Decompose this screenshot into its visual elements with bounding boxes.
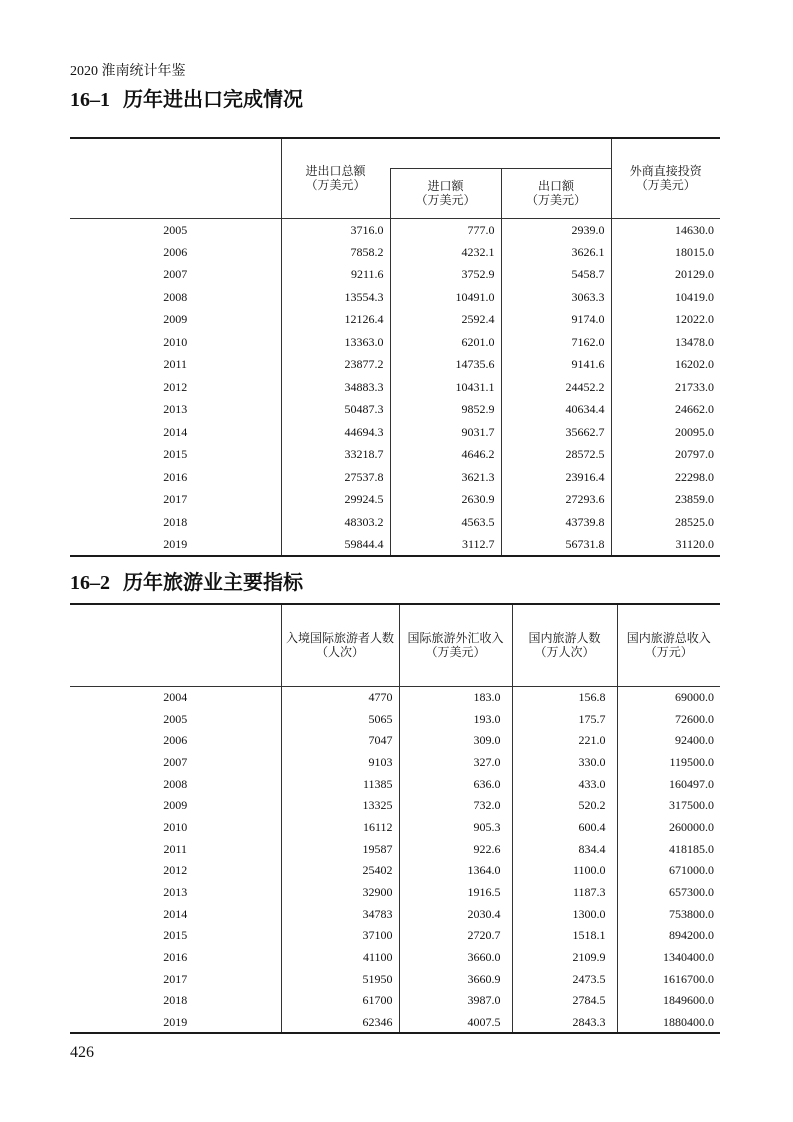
cell-year: 2008 — [163, 289, 188, 304]
table2-title: 历年旅游业主要指标 — [123, 572, 303, 594]
table-row — [70, 466, 720, 489]
table-row — [70, 533, 720, 556]
running-head: 2020 淮南统计年鉴 — [70, 64, 186, 79]
header-unit: （人次） — [315, 645, 364, 660]
cell-year: 2005 — [163, 222, 188, 237]
cell-forex-income: 922.6 — [399, 838, 512, 860]
table-row — [70, 488, 720, 511]
cell-total: 13554.3 — [281, 286, 390, 309]
cell-export: 27293.6 — [501, 488, 611, 511]
cell-domestic-income: 160497.0 — [617, 773, 720, 795]
table-header — [70, 138, 720, 218]
cell-domestic-visitors: 1187.3 — [512, 881, 617, 903]
header-label: 入境国际旅游者人数 — [285, 631, 394, 646]
cell-year: 2012 — [163, 379, 188, 394]
cell-forex-income: 732.0 — [399, 794, 512, 816]
cell-year: 2018 — [163, 514, 188, 529]
column-header-import — [390, 168, 501, 218]
table-row — [70, 263, 720, 286]
table1-heading — [70, 88, 303, 112]
table-row — [70, 353, 720, 376]
cell-domestic-visitors: 221.0 — [512, 729, 617, 751]
cell-total: 48303.2 — [281, 511, 390, 534]
cell-export: 9141.6 — [501, 353, 611, 376]
cell-inbound-visitors: 51950 — [281, 968, 399, 990]
cell-import: 10491.0 — [390, 286, 501, 309]
cell-year: 2012 — [163, 863, 188, 878]
cell-inbound-visitors: 5065 — [281, 708, 399, 730]
cell-year: 2007 — [163, 267, 188, 282]
page-number: 426 — [70, 1044, 94, 1061]
table-row — [70, 990, 720, 1012]
table-row — [70, 1011, 720, 1033]
cell-fdi: 20129.0 — [611, 263, 720, 286]
table-row — [70, 968, 720, 990]
cell-forex-income: 3660.0 — [399, 946, 512, 968]
cell-import: 9852.9 — [390, 398, 501, 421]
cell-import: 4563.5 — [390, 511, 501, 534]
table-row — [70, 708, 720, 730]
cell-domestic-visitors: 156.8 — [512, 686, 617, 708]
cell-fdi: 14630.0 — [611, 218, 720, 241]
cell-year: 2015 — [163, 447, 188, 462]
cell-forex-income: 1916.5 — [399, 881, 512, 903]
cell-forex-income: 905.3 — [399, 816, 512, 838]
cell-total: 29924.5 — [281, 488, 390, 511]
cell-domestic-income: 894200.0 — [617, 925, 720, 947]
cell-year: 2010 — [163, 819, 188, 834]
table-row — [70, 946, 720, 968]
cell-inbound-visitors: 62346 — [281, 1011, 399, 1033]
cell-export: 28572.5 — [501, 443, 611, 466]
cell-fdi: 10419.0 — [611, 286, 720, 309]
cell-domestic-visitors: 2784.5 — [512, 990, 617, 1012]
cell-year: 2016 — [163, 469, 188, 484]
cell-year: 2013 — [163, 402, 188, 417]
table-body — [70, 218, 720, 556]
header-label: 进出口总额 — [305, 164, 366, 179]
cell-fdi: 13478.0 — [611, 331, 720, 354]
cell-export: 9174.0 — [501, 308, 611, 331]
cell-import: 3621.3 — [390, 466, 501, 489]
year-column-header — [70, 138, 281, 218]
cell-inbound-visitors: 7047 — [281, 729, 399, 751]
cell-domestic-income: 1616700.0 — [617, 968, 720, 990]
import-export-table — [70, 137, 720, 557]
table-row — [70, 860, 720, 882]
cell-year: 2011 — [163, 357, 188, 372]
cell-year: 2008 — [163, 776, 188, 791]
cell-fdi: 24662.0 — [611, 398, 720, 421]
header-label: 进口额 — [427, 179, 464, 193]
cell-year: 2004 — [163, 690, 188, 705]
cell-total: 33218.7 — [281, 443, 390, 466]
cell-fdi: 20797.0 — [611, 443, 720, 466]
cell-year: 2006 — [163, 244, 188, 259]
table-body — [70, 686, 720, 1033]
cell-forex-income: 327.0 — [399, 751, 512, 773]
cell-total: 50487.3 — [281, 398, 390, 421]
cell-domestic-income: 69000.0 — [617, 686, 720, 708]
cell-inbound-visitors: 16112 — [281, 816, 399, 838]
table-row — [70, 729, 720, 751]
cell-domestic-visitors: 2843.3 — [512, 1011, 617, 1033]
header-label: 国际旅游外汇收入 — [407, 631, 504, 646]
header-unit: （万美元） — [415, 193, 476, 207]
cell-inbound-visitors: 41100 — [281, 946, 399, 968]
header-label: 国内旅游人数 — [528, 631, 601, 646]
cell-year: 2019 — [163, 536, 188, 551]
header-row — [70, 138, 720, 168]
header-unit: （万人次） — [534, 645, 595, 660]
cell-year: 2005 — [163, 711, 188, 726]
cell-total: 34883.3 — [281, 376, 390, 399]
cell-inbound-visitors: 4770 — [281, 686, 399, 708]
table-row — [70, 286, 720, 309]
cell-export: 5458.7 — [501, 263, 611, 286]
tourism-table — [70, 603, 720, 1034]
cell-domestic-income: 1340400.0 — [617, 946, 720, 968]
cell-year: 2009 — [163, 312, 188, 327]
cell-year: 2009 — [163, 798, 188, 813]
cell-import: 4646.2 — [390, 443, 501, 466]
cell-domestic-income: 317500.0 — [617, 794, 720, 816]
table-row — [70, 925, 720, 947]
cell-inbound-visitors: 25402 — [281, 860, 399, 882]
table2-number: 16–2 — [70, 572, 110, 594]
header-unit: （万元） — [644, 645, 693, 660]
column-header-export — [501, 168, 611, 218]
table1-title: 历年进出口完成情况 — [123, 89, 303, 111]
cell-import: 4232.1 — [390, 241, 501, 264]
cell-import: 2592.4 — [390, 308, 501, 331]
cell-domestic-income: 657300.0 — [617, 881, 720, 903]
cell-import: 777.0 — [390, 218, 501, 241]
cell-fdi: 22298.0 — [611, 466, 720, 489]
column-header-domestic-visitors — [512, 604, 617, 686]
table2-heading — [70, 571, 303, 595]
cell-import: 3112.7 — [390, 533, 501, 556]
cell-fdi: 23859.0 — [611, 488, 720, 511]
column-header-forex-income — [399, 604, 512, 686]
cell-total: 7858.2 — [281, 241, 390, 264]
cell-year: 2015 — [163, 928, 188, 943]
cell-domestic-income: 92400.0 — [617, 729, 720, 751]
column-header-total — [281, 138, 390, 218]
header-unit: （万美元） — [525, 193, 586, 207]
cell-forex-income: 4007.5 — [399, 1011, 512, 1033]
year-column-header — [70, 604, 281, 686]
cell-domestic-visitors: 175.7 — [512, 708, 617, 730]
table-row — [70, 218, 720, 241]
table-row — [70, 241, 720, 264]
cell-domestic-income: 119500.0 — [617, 751, 720, 773]
cell-forex-income: 1364.0 — [399, 860, 512, 882]
table-row — [70, 331, 720, 354]
cell-domestic-income: 72600.0 — [617, 708, 720, 730]
cell-forex-income: 636.0 — [399, 773, 512, 795]
cell-fdi: 16202.0 — [611, 353, 720, 376]
cell-domestic-visitors: 1518.1 — [512, 925, 617, 947]
table-row — [70, 308, 720, 331]
cell-total: 44694.3 — [281, 421, 390, 444]
cell-export: 40634.4 — [501, 398, 611, 421]
column-group-header — [390, 138, 611, 168]
cell-domestic-visitors: 330.0 — [512, 751, 617, 773]
table-row — [70, 794, 720, 816]
cell-inbound-visitors: 37100 — [281, 925, 399, 947]
table-row — [70, 511, 720, 534]
cell-export: 2939.0 — [501, 218, 611, 241]
cell-forex-income: 2030.4 — [399, 903, 512, 925]
cell-forex-income: 193.0 — [399, 708, 512, 730]
cell-year: 2019 — [163, 1014, 188, 1029]
cell-fdi: 31120.0 — [611, 533, 720, 556]
cell-inbound-visitors: 32900 — [281, 881, 399, 903]
cell-total: 13363.0 — [281, 331, 390, 354]
header-label: 出口额 — [537, 179, 574, 193]
cell-export: 35662.7 — [501, 421, 611, 444]
column-header-domestic-income — [617, 604, 720, 686]
cell-total: 12126.4 — [281, 308, 390, 331]
header-label: 外商直接投资 — [629, 164, 702, 179]
cell-domestic-visitors: 1300.0 — [512, 903, 617, 925]
column-header-fdi — [611, 138, 720, 218]
table-row — [70, 903, 720, 925]
cell-export: 43739.8 — [501, 511, 611, 534]
cell-fdi: 28525.0 — [611, 511, 720, 534]
table-row — [70, 881, 720, 903]
table-row — [70, 421, 720, 444]
cell-export: 23916.4 — [501, 466, 611, 489]
cell-year: 2014 — [163, 906, 188, 921]
table1-number: 16–1 — [70, 89, 110, 111]
cell-export: 24452.2 — [501, 376, 611, 399]
table-row — [70, 773, 720, 795]
cell-fdi: 18015.0 — [611, 241, 720, 264]
cell-domestic-income: 1880400.0 — [617, 1011, 720, 1033]
cell-fdi: 12022.0 — [611, 308, 720, 331]
cell-export: 3626.1 — [501, 241, 611, 264]
header-row — [70, 604, 720, 686]
table-header — [70, 604, 720, 686]
cell-year: 2018 — [163, 993, 188, 1008]
table-row — [70, 376, 720, 399]
table-row — [70, 443, 720, 466]
cell-forex-income: 309.0 — [399, 729, 512, 751]
cell-domestic-visitors: 520.2 — [512, 794, 617, 816]
table-row — [70, 838, 720, 860]
cell-inbound-visitors: 11385 — [281, 773, 399, 795]
cell-export: 3063.3 — [501, 286, 611, 309]
cell-year: 2007 — [163, 754, 188, 769]
cell-inbound-visitors: 9103 — [281, 751, 399, 773]
cell-forex-income: 2720.7 — [399, 925, 512, 947]
cell-import: 9031.7 — [390, 421, 501, 444]
cell-domestic-income: 753800.0 — [617, 903, 720, 925]
cell-year: 2016 — [163, 950, 188, 965]
cell-year: 2017 — [163, 492, 188, 507]
cell-total: 27537.8 — [281, 466, 390, 489]
cell-domestic-visitors: 2109.9 — [512, 946, 617, 968]
cell-fdi: 20095.0 — [611, 421, 720, 444]
cell-import: 6201.0 — [390, 331, 501, 354]
cell-domestic-visitors: 834.4 — [512, 838, 617, 860]
cell-domestic-income: 418185.0 — [617, 838, 720, 860]
cell-inbound-visitors: 61700 — [281, 990, 399, 1012]
cell-inbound-visitors: 19587 — [281, 838, 399, 860]
cell-domestic-income: 1849600.0 — [617, 990, 720, 1012]
cell-domestic-visitors: 2473.5 — [512, 968, 617, 990]
header-label: 国内旅游总收入 — [626, 631, 711, 646]
cell-year: 2017 — [163, 971, 188, 986]
cell-domestic-visitors: 1100.0 — [512, 860, 617, 882]
cell-year: 2010 — [163, 334, 188, 349]
cell-fdi: 21733.0 — [611, 376, 720, 399]
table-row — [70, 398, 720, 421]
cell-domestic-visitors: 433.0 — [512, 773, 617, 795]
cell-import: 14735.6 — [390, 353, 501, 376]
cell-year: 2006 — [163, 733, 188, 748]
cell-forex-income: 183.0 — [399, 686, 512, 708]
cell-total: 9211.6 — [281, 263, 390, 286]
table-row — [70, 751, 720, 773]
cell-year: 2011 — [163, 841, 188, 856]
cell-domestic-visitors: 600.4 — [512, 816, 617, 838]
cell-year: 2014 — [163, 424, 188, 439]
cell-year: 2013 — [163, 885, 188, 900]
cell-inbound-visitors: 13325 — [281, 794, 399, 816]
cell-domestic-income: 260000.0 — [617, 816, 720, 838]
cell-total: 3716.0 — [281, 218, 390, 241]
header-unit: （万美元） — [425, 645, 486, 660]
cell-total: 59844.4 — [281, 533, 390, 556]
cell-import: 3752.9 — [390, 263, 501, 286]
cell-domestic-income: 671000.0 — [617, 860, 720, 882]
cell-forex-income: 3660.9 — [399, 968, 512, 990]
column-header-inbound-visitors — [281, 604, 399, 686]
cell-export: 56731.8 — [501, 533, 611, 556]
cell-import: 10431.1 — [390, 376, 501, 399]
table-row — [70, 686, 720, 708]
cell-forex-income: 3987.0 — [399, 990, 512, 1012]
header-unit: （万美元） — [635, 178, 696, 193]
header-unit: （万美元） — [305, 178, 366, 193]
cell-export: 7162.0 — [501, 331, 611, 354]
table-row — [70, 816, 720, 838]
cell-inbound-visitors: 34783 — [281, 903, 399, 925]
cell-total: 23877.2 — [281, 353, 390, 376]
cell-import: 2630.9 — [390, 488, 501, 511]
